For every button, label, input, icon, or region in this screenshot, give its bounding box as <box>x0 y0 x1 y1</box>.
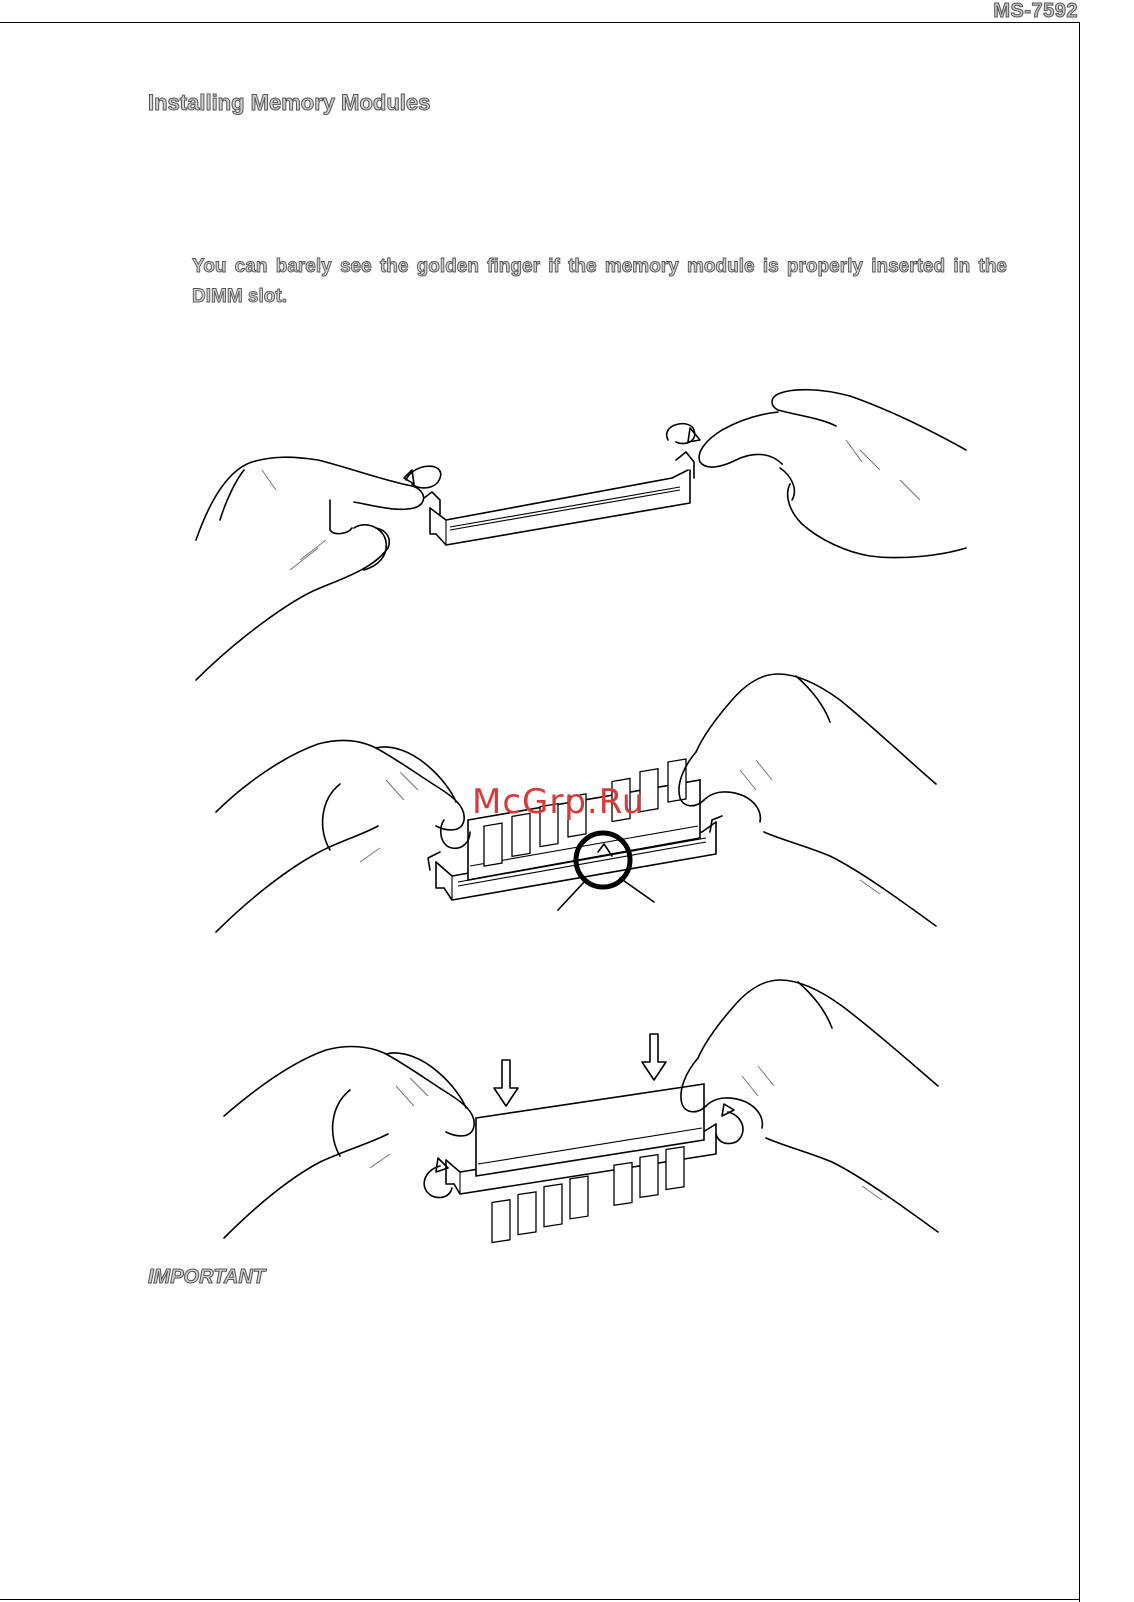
note-text: You can barely see the golden finger if the memory module is properly inserted in the DIMM slot. <box>192 256 1007 307</box>
watermark: McGrp.Ru <box>472 782 645 822</box>
callout-line-notch <box>558 880 586 910</box>
important-heading: IMPORTANT <box>148 1266 266 1288</box>
model-number: MS-7592 <box>993 0 1078 22</box>
step1-open-clips-figure <box>196 390 966 680</box>
rotate-arrow-left-icon <box>406 466 441 488</box>
step3-press-down-figure <box>224 980 938 1242</box>
down-arrow-left-icon <box>494 1060 518 1106</box>
down-arrow-right-icon <box>642 1034 666 1080</box>
callout-line-key <box>620 878 654 902</box>
rotate-arrow-right-icon <box>667 424 695 444</box>
clip-arrow-right-icon <box>716 1112 743 1144</box>
section-title: Installing Memory Modules <box>148 90 431 115</box>
